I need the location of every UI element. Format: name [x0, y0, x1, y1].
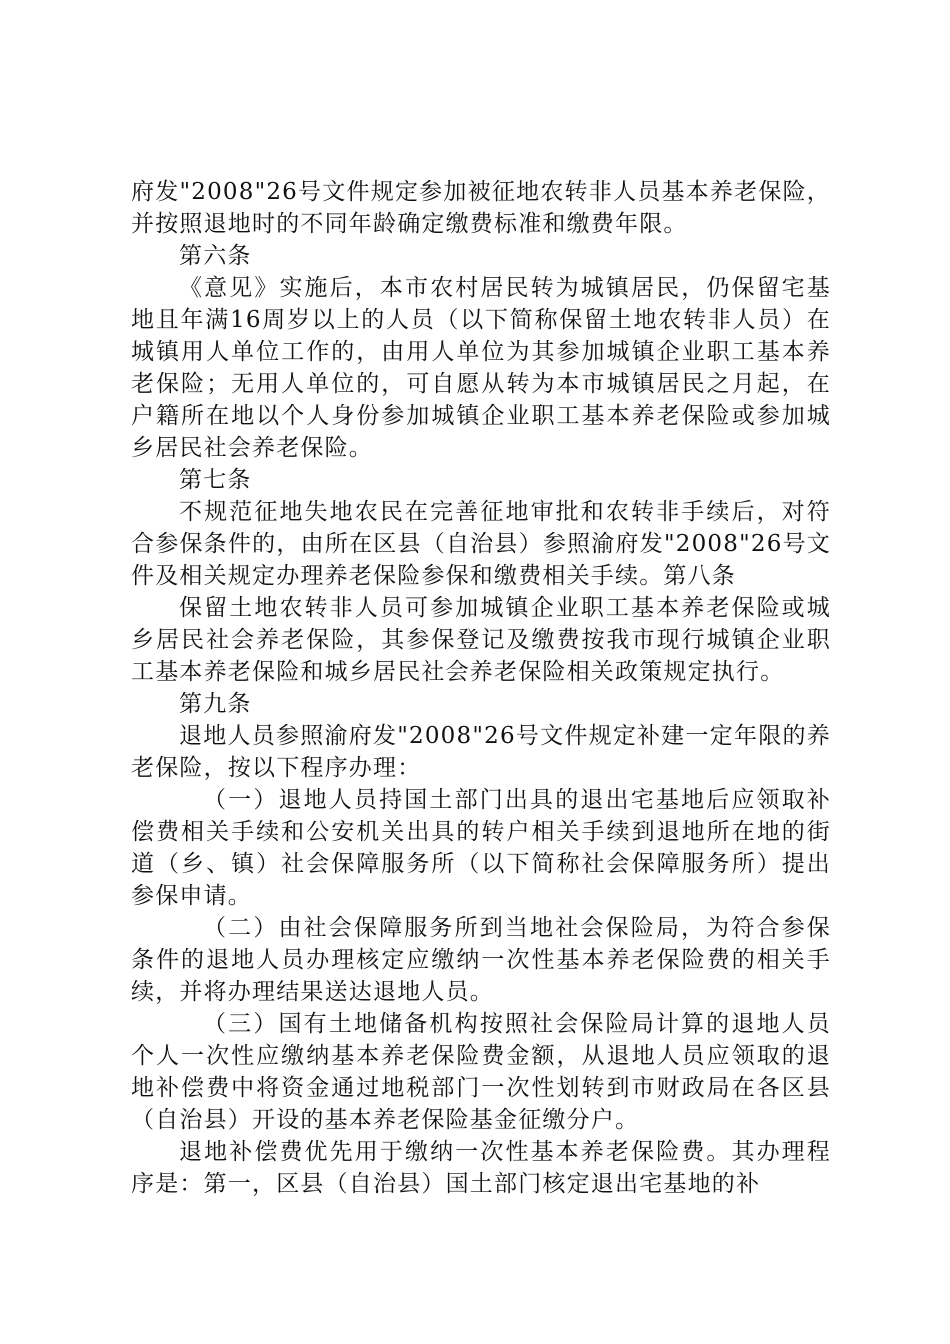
- list-item-2: （二）由社会保障服务所到当地社会保险局，为符合参保条件的退地人员办理核定应缴纳一次性基本养老保险费的相关手续，并将办理结果送达退地人员。: [131, 915, 831, 1005]
- article-heading-7: 第七条: [179, 467, 252, 493]
- list-item-1: （一）退地人员持国土部门出具的退出宅基地后应领取补偿费相关手续和公安机关出具的转户相关手续到退地所在地的街道（乡、镇）社会保障服务所（以下简称社会保障服务所）提出参保申请。: [131, 787, 831, 909]
- paragraph-continuation: 府发"2008"26号文件规定参加被征地农转非人员基本养老保险，并按照退地时的不同年龄确定缴费标准和缴费年限。: [131, 179, 831, 237]
- paragraph-compensation: 退地补偿费优先用于缴纳一次性基本养老保险费。其办理程序是：第一，区县（自治县）国土部门核定退出宅基地的补: [131, 1139, 831, 1197]
- article-heading-9: 第九条: [179, 691, 252, 717]
- document-body: [131, 176, 831, 1200]
- paragraph-article-7: 不规范征地失地农民在完善征地审批和农转非手续后，对符合参保条件的，由所在区县（自治县）参照渝府发"2008"26号文件及相关规定办理养老保险参保和缴费相关手续。第八条: [131, 499, 831, 589]
- list-item-3: （三）国有土地储备机构按照社会保险局计算的退地人员个人一次性应缴纳基本养老保险费金额，从退地人员应领取的退地补偿费中将资金通过地税部门一次性划转到市财政局在各区县（自治县）开设的基本养老保险基金征缴分户。: [131, 1011, 831, 1133]
- paragraph-article-9: 退地人员参照渝府发"2008"26号文件规定补建一定年限的养老保险，按以下程序办理：: [131, 723, 831, 781]
- article-heading-6: 第六条: [179, 243, 252, 269]
- paragraph-article-6: 《意见》实施后，本市农村居民转为城镇居民，仍保留宅基地且年满16周岁以上的人员（以下简称保留土地农转非人员）在城镇用人单位工作的，由用人单位为其参加城镇企业职工基本养老保险；无用人单位的，可自愿从转为本市城镇居民之月起，在户籍所在地以个人身份参加城镇企业职工基本养老保险或参加城乡居民社会养老保险。: [131, 275, 831, 461]
- paragraph-article-8: 保留土地农转非人员可参加城镇企业职工基本养老保险或城乡居民社会养老保险，其参保登记及缴费按我市现行城镇企业职工基本养老保险和城乡居民社会养老保险相关政策规定执行。: [131, 595, 831, 685]
